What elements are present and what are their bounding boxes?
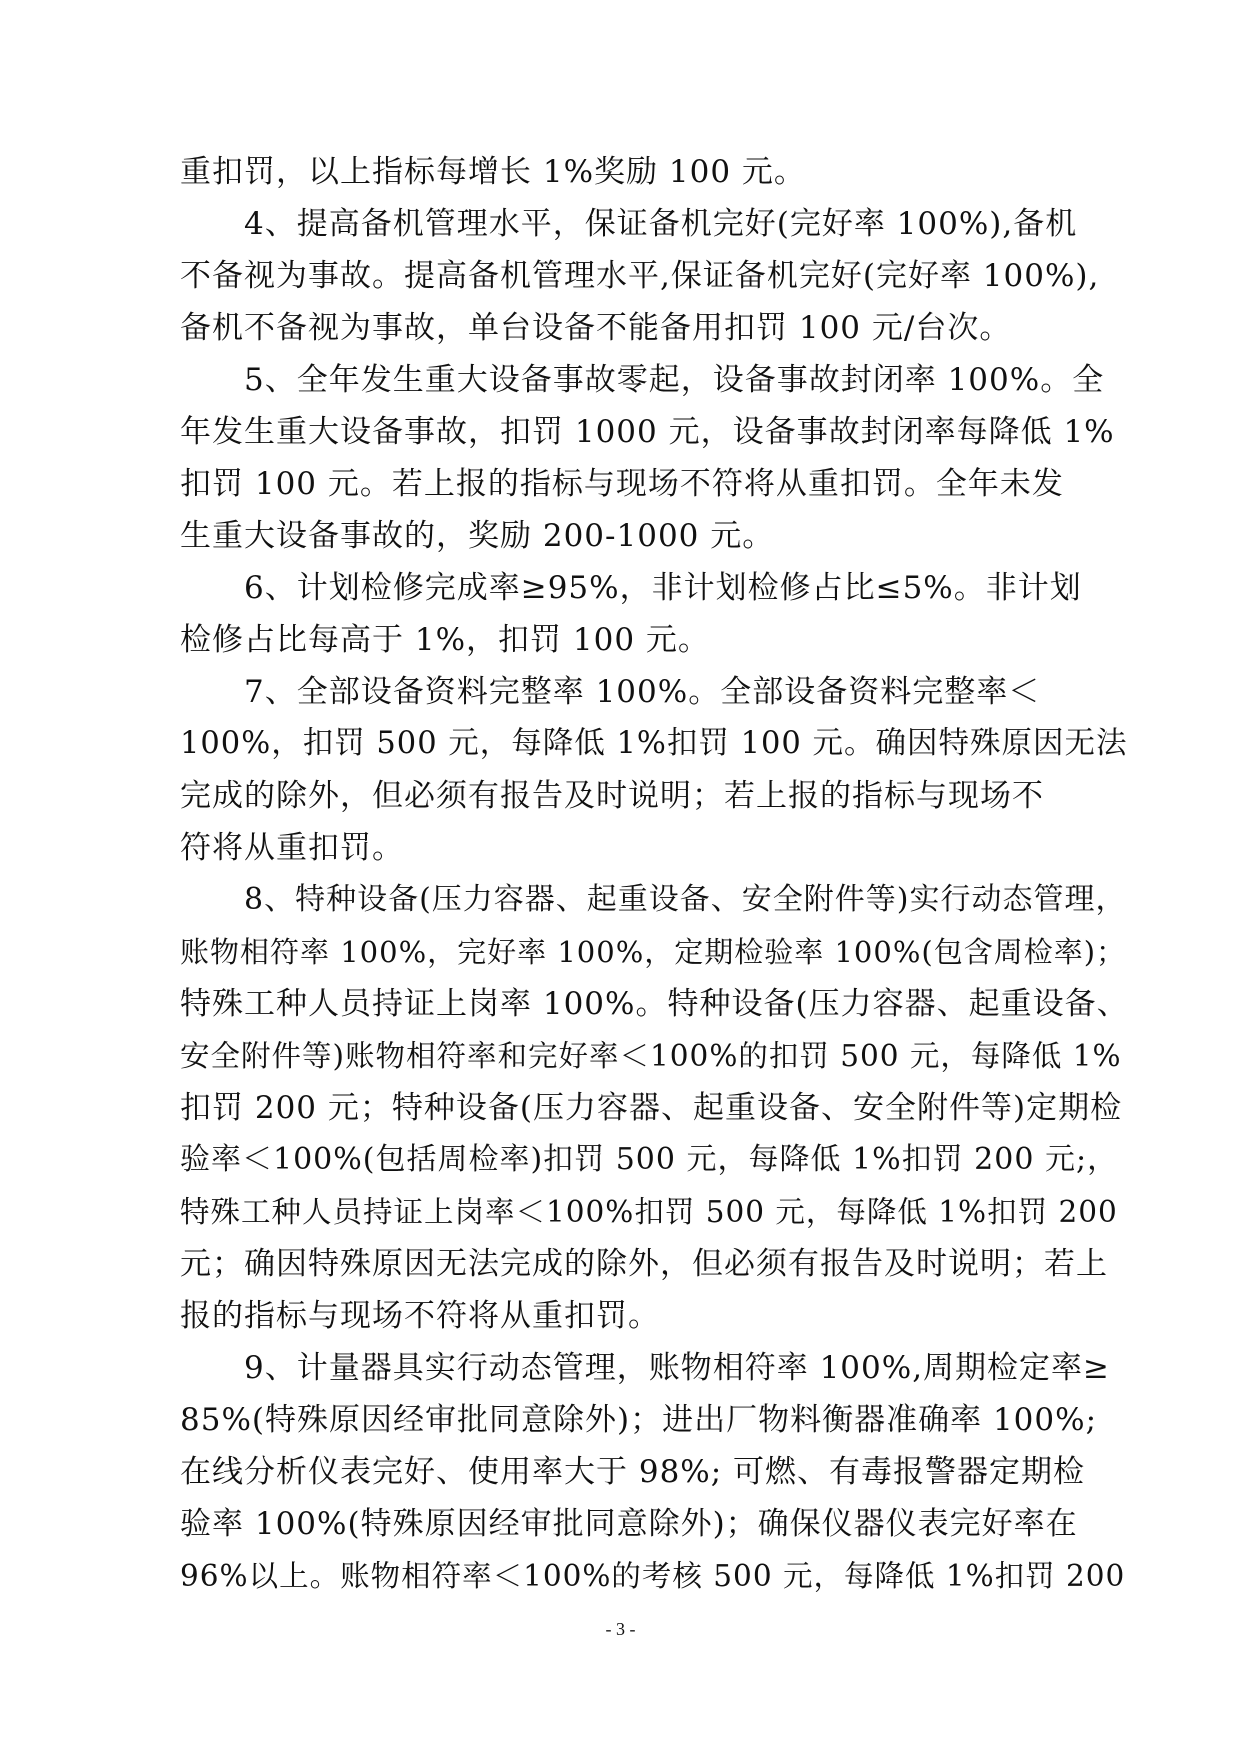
text-line: 验率 100%(特殊原因经审批同意除外)；确保仪器仪表完好率在	[180, 1506, 1078, 1542]
text-line: 8、特种设备(压力容器、起重设备、安全附件等)实行动态管理，	[244, 882, 1127, 917]
text-line: 100%，扣罚 500 元，每降低 1%扣罚 100 元。确因特殊原因无法	[180, 726, 1128, 761]
text-line: 扣罚 100 元。若上报的指标与现场不符将从重扣罚。全年未发	[180, 466, 1064, 502]
text-line: 6、计划检修完成率≥95%，非计划检修占比≤5%。非计划	[244, 570, 1082, 606]
text-line: 元；确因特殊原因无法完成的除外，但必须有报告及时说明；若上	[180, 1246, 1108, 1282]
text-line: 在线分析仪表完好、使用率大于 98%; 可燃、有毒报警器定期检	[180, 1454, 1086, 1490]
text-line: 符将从重扣罚。	[180, 830, 404, 866]
text-line: 不备视为事故。提高备机管理水平,保证备机完好(完好率 100%),	[180, 258, 1100, 294]
text-line: 验率＜100%(包括周检率)扣罚 500 元，每降低 1%扣罚 200 元;，	[180, 1142, 1119, 1177]
text-line: 特殊工种人员持证上岗率 100%。特种设备(压力容器、起重设备、	[180, 986, 1129, 1022]
page-number: - 3 -	[605, 1619, 636, 1639]
text-line: 7、全部设备资料完整率 100%。全部设备资料完整率＜	[244, 674, 1041, 710]
text-line: 9、计量器具实行动态管理，账物相符率 100%,周期检定率≥	[244, 1350, 1111, 1386]
text-line: 特殊工种人员持证上岗率＜100%扣罚 500 元，每降低 1%扣罚 200	[180, 1195, 1118, 1229]
text-line: 年发生重大设备事故，扣罚 1000 元，设备事故封闭率每降低 1%	[180, 414, 1115, 450]
text-line: 检修占比每高于 1%，扣罚 100 元。	[180, 622, 710, 658]
text-line: 85%(特殊原因经审批同意除外)；进出厂物料衡器准确率 100%;	[180, 1402, 1098, 1438]
text-line: 5、全年发生重大设备事故零起，设备事故封闭率 100%。全	[244, 362, 1105, 398]
text-line: 生重大设备事故的，奖励 200-1000 元。	[180, 518, 775, 554]
text-line: 重扣罚，以上指标每增长 1%奖励 100 元。	[180, 154, 806, 190]
text-line: 账物相符率 100%，完好率 100%，定期检验率 100%(包含周检率)；	[180, 935, 1127, 969]
text-line: 完成的除外，但必须有报告及时说明；若上报的指标与现场不	[180, 778, 1044, 814]
text-line: 96%以上。账物相符率＜100%的考核 500 元，每降低 1%扣罚 200	[180, 1559, 1126, 1593]
text-line: 4、提高备机管理水平，保证备机完好(完好率 100%),备机	[244, 206, 1078, 242]
text-line: 报的指标与现场不符将从重扣罚。	[180, 1298, 660, 1334]
text-line: 安全附件等)账物相符率和完好率＜100%的扣罚 500 元，每降低 1%	[180, 1039, 1122, 1073]
text-line: 备机不备视为事故，单台设备不能备用扣罚 100 元/台次。	[180, 310, 1012, 346]
text-line: 扣罚 200 元；特种设备(压力容器、起重设备、安全附件等)定期检	[180, 1090, 1123, 1126]
